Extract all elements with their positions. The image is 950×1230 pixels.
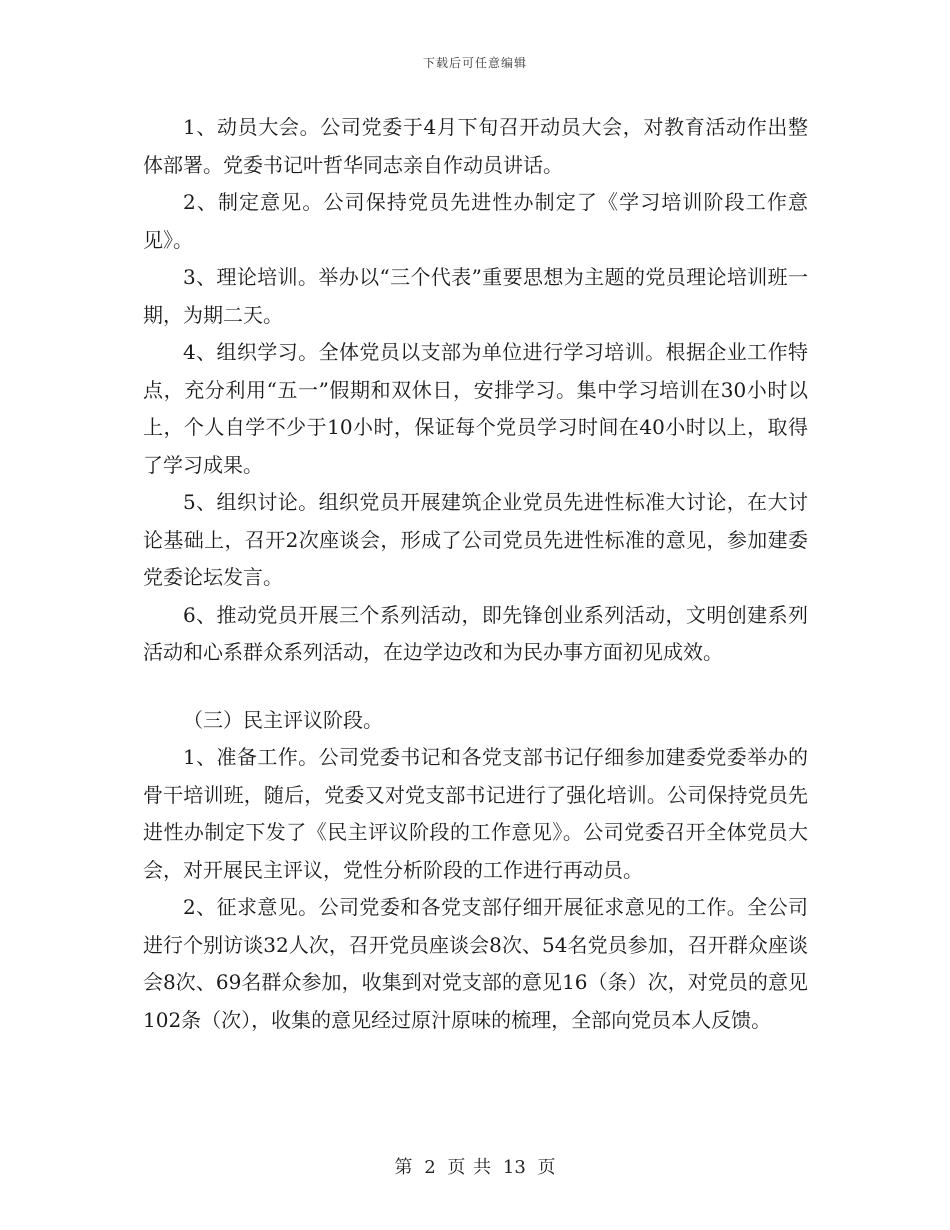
paragraph-solicit-opinions: 2、征求意见。公司党委和各党支部仔细开展征求意见的工作。全公司进行个别访谈32人次，召开党员座谈会8次、54名党员参加，召开群众座谈会8次、69名群众参加，收集到对党支部的意见16（条）次，对党员的意见102条（次），收集的意见经过原汁原味的梳理，全部向党员本人反馈。 xyxy=(143,895,808,1032)
footer-suffix: 页 xyxy=(537,1157,556,1178)
footer-total-pages: 13 xyxy=(502,1157,526,1178)
footer-middle: 页 共 xyxy=(447,1157,492,1178)
footer-prefix: 第 xyxy=(394,1157,413,1178)
section-title-democratic-review: （三）民主评议阶段。 xyxy=(183,707,383,732)
paragraph-theory-training: 3、理论培训。举办以“三个代表”重要思想为主题的党员理论培训班一期，为期二天。 xyxy=(143,265,808,327)
paragraph-mobilization-meeting: 1、动员大会。公司党委于4月下旬召开动员大会，对教育活动作出整体部署。党委书记叶哲华同志亲自作动员讲话。 xyxy=(143,115,808,177)
footer-page-number: 2 xyxy=(424,1157,436,1178)
paragraph-three-activities: 6、推动党员开展三个系列活动，即先锋创业系列活动，文明创建系列活动和心系群众系列活动，在边学边改和为民办事方面初见成效。 xyxy=(143,602,808,664)
paragraph-organize-discussion: 5、组织讨论。组织党员开展建筑企业党员先进性标准大讨论，在大讨论基础上，召开2次座谈会，形成了公司党员先进性标准的意见，参加建委党委论坛发言。 xyxy=(143,490,808,589)
page-footer xyxy=(0,1153,950,1179)
paragraph-organize-study: 4、组织学习。全体党员以支部为单位进行学习培训。根据企业工作特点，充分利用“五一”假期和双休日，安排学习。集中学习培训在30小时以上，个人自学不少于10小时，保证每个党员学习时间在40小时以上，取得了学习成果。 xyxy=(143,340,808,477)
paragraph-preparation-work: 1、准备工作。公司党委书记和各党支部书记仔细参加建委党委举办的骨干培训班，随后，党委又对党支部书记进行了强化培训。公司保持党员先进性办制定下发了《民主评议阶段的工作意见》。公司党委召开全体党员大会，对开展民主评议，党性分析阶段的工作进行再动员。 xyxy=(143,745,808,882)
page-header: 下载后可任意编辑 xyxy=(422,56,527,70)
document-body xyxy=(143,109,808,1039)
paragraph-draft-opinions: 2、制定意见。公司保持党员先进性办制定了《学习培训阶段工作意见》。 xyxy=(143,190,808,252)
